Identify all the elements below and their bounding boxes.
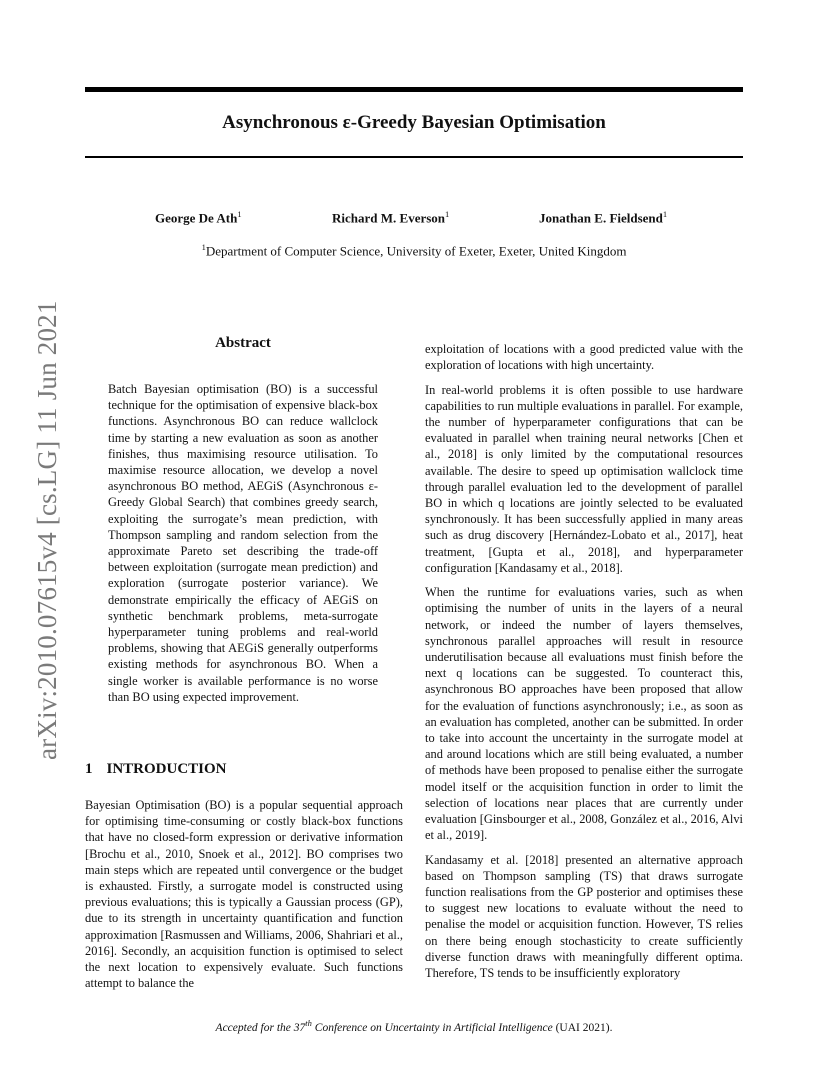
section-title: INTRODUCTION (106, 761, 227, 777)
body-paragraph: exploitation of locations with a good predicted value with the exploration of locations with high uncertainty. (425, 342, 743, 373)
section-number: 1 (85, 761, 93, 777)
footer-pre: Accepted for the 37 (215, 1021, 306, 1034)
affiliation (85, 242, 743, 259)
right-column (425, 341, 743, 989)
author-name: Jonathan E. Fieldsend (539, 210, 663, 226)
author-2 (332, 209, 449, 226)
intro-left-column (85, 797, 403, 991)
author-affil-mark: 1 (662, 209, 668, 219)
title-bottom-rule (85, 156, 743, 158)
top-rule (85, 87, 743, 92)
abstract-heading: Abstract (215, 335, 271, 351)
author-name: George De Ath (155, 210, 238, 226)
author-1 (155, 209, 242, 226)
affiliation-text: Department of Computer Science, University of Exeter, Exeter, United Kingdom (205, 243, 627, 259)
paper-title: Asynchronous ε-Greedy Bayesian Optimisation (222, 112, 606, 133)
body-paragraph: Kandasamy et al. [2018] presented an alternative approach based on Thompson sampling (TS) that draws surrogate function realisations from the GP posterior and optimises these to suggest new locations to evaluate without the need to penalise the model or acquisition function. However, TS relies on there being enough stochasticity to create sufficiently diverse function draws with meaningfully different optima. Therefore, TS tends to be insufficiently exploratory (425, 852, 743, 981)
footer-sup: th (305, 1018, 312, 1028)
affiliation-mark: 1 (201, 242, 206, 252)
body-paragraph: When the runtime for evaluations varies, such as when optimising the number of units in the layers of a neural network, or indeed the number of layers themselves, synchronous parallel approaches will result in resource underutilisation because all evaluations must finish before the next q locations can be suggested. To counteract this, asynchronous BO approaches have been proposed that allow for the evaluation of functions asynchronously; i.e., as soon as an evaluation has completed, another can be submitted. In order to take into account the uncertainty in the surrogate model at and around locations which are still being evaluated, a number of methods have been proposed to penalise either the surrogate model itself or the acquisition function in order to limit the selection of locations near places that are currently under evaluation [Ginsbourger et al., 2008, González et al., 2016, Alvi et al., 2019]. (425, 585, 743, 843)
author-affil-mark: 1 (237, 209, 242, 219)
footer-post: (UAI 2021). (552, 1021, 613, 1034)
footer-note (0, 1018, 828, 1034)
body-paragraph: In real-world problems it is often possible to use hardware capabilities to run multiple evaluations in parallel. For example, the number of hyperparameter configurations that can be evaluated in parallel when training neural networks [Chen et al., 2018] is only limited by the computational resources available. The desire to speed up optimisation wallclock time through parallel evaluation led to the development of parallel BO in which q locations are jointly selected to be evaluated synchronously. It has been successfully applied in many areas such as drug discovery [Hernández-Lobato et al., 2017], heat treatment, [Gupta et al., 2018], and hyperparameter configuration [Kandasamy et al., 2018]. (425, 382, 743, 575)
section-heading (85, 761, 227, 778)
author-3 (539, 209, 667, 226)
abstract-body (108, 381, 378, 705)
abstract-text: Batch Bayesian optimisation (BO) is a successful technique for the optimisation of expensive black-box functions. Asynchronous BO can reduce wallclock time by starting a new evaluation as soon as another finishes, thus maximising resource utilisation. To maximise resource allocation, we develop a novel asynchronous BO method, AEGiS (Asynchronous ε-Greedy Global Search) that combines greedy search, exploiting the surrogate’s mean prediction, with Thompson sampling and random selection from the approximate Pareto set describing the trade-off between exploitation (surrogate mean prediction) and exploration (surrogate posterior variance). We demonstrate empirically the efficacy of AEGiS on synthetic benchmark problems, meta-surrogate hyperparameter tuning problems and real-world problems, showing that AEGiS generally outperforms existing methods for asynchronous BO. When a single worker is available performance is no worse than BO using expected improvement. (108, 382, 378, 704)
footer-venue: Conference on Uncertainty in Artificial Intelligence (311, 1021, 553, 1034)
intro-paragraph: Bayesian Optimisation (BO) is a popular sequential approach for optimising time-consuming or costly black-box functions that have no closed-form expression or derivative information [Brochu et al., 2010, Snoek et al., 2012]. BO comprises two main steps which are repeated until convergence or the budget is exhausted. Firstly, a surrogate model is constructed using previous evaluations; this is typically a Gaussian process (GP), due to its strength in uncertainty quantification and function approximation [Rasmussen and Williams, 2006, Shahriari et al., 2016]. Secondly, an acquisition function is optimised to select the next location to expensively evaluate. Such functions attempt to balance the (85, 798, 403, 991)
arxiv-stamp: arXiv:2010.07615v4 [cs.LG] 11 Jun 2021 (32, 300, 62, 760)
author-affil-mark: 1 (445, 209, 450, 219)
author-name: Richard M. Everson (332, 210, 446, 226)
